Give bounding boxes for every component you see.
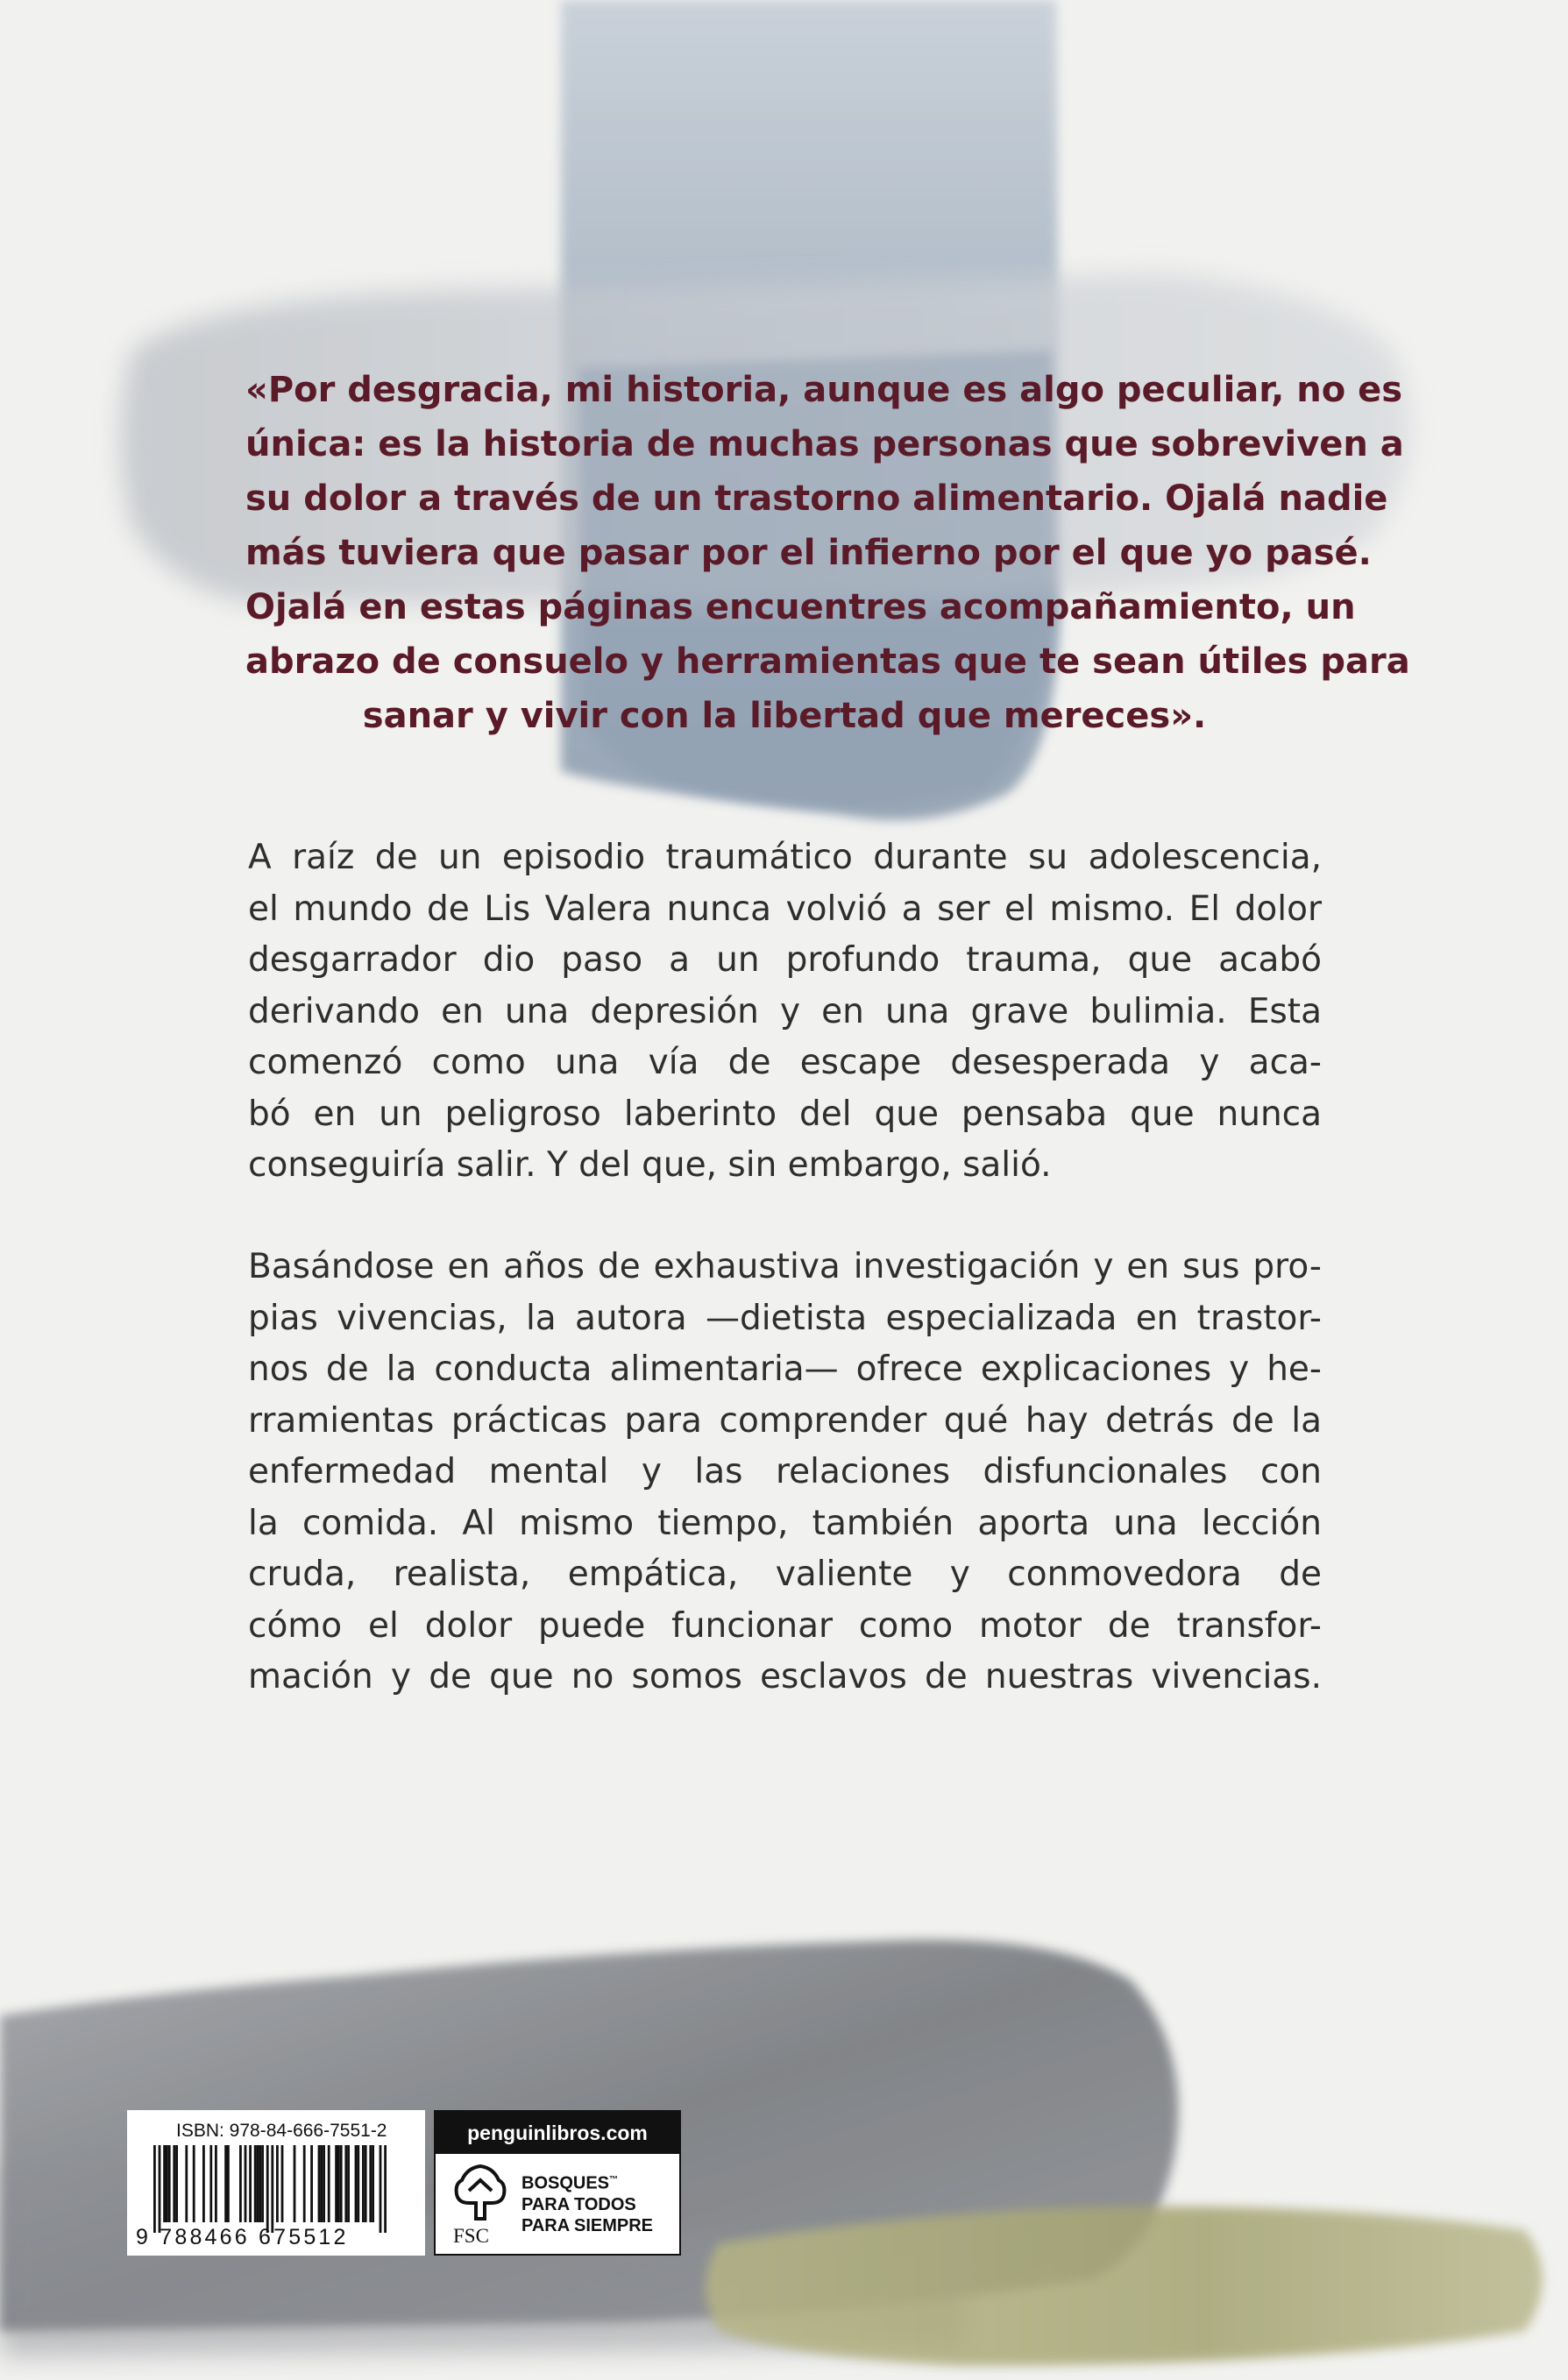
- barcode-bar: [384, 2145, 387, 2233]
- green-wash-shape: [706, 2206, 1543, 2366]
- publisher-box: [434, 2110, 681, 2256]
- fsc-label: FSC: [453, 2225, 489, 2247]
- barcode-bar: [224, 2145, 227, 2222]
- barcode-bar: [249, 2145, 252, 2222]
- barcode-bar: [202, 2145, 205, 2222]
- barcode-bar: [320, 2145, 323, 2222]
- barcode-bar: [168, 2145, 171, 2222]
- fsc-tree-icon: [450, 2161, 511, 2224]
- barcode-bar: [276, 2145, 279, 2222]
- barcode-bar: [281, 2145, 284, 2222]
- text-line: derivando en una depresión y en una grave bulimia. Esta: [248, 991, 1322, 1031]
- text-line: cruda, realista, empática, valiente y conmovedora de: [248, 1555, 1322, 1594]
- text-line: pias vivencias, la autora —dietista especializada en trastor-: [248, 1298, 1322, 1338]
- text-line: la comida. Al mismo tiempo, también aporta una lección: [248, 1503, 1322, 1543]
- barcode-bar: [362, 2145, 365, 2222]
- pull-quote: [245, 363, 1410, 743]
- text-line: nos de la conducta alimentaria— ofrece explicaciones y he-: [248, 1349, 1322, 1389]
- barcode-bar: [303, 2145, 306, 2222]
- barcode-bar: [163, 2145, 166, 2222]
- text-line: A raíz de un episodio traumático durante su adolescencia,: [248, 838, 1322, 877]
- barcode-digits: 9 788466 675512: [136, 2225, 349, 2249]
- barcode-bar: [347, 2145, 350, 2222]
- barcode-bar: [193, 2145, 195, 2222]
- barcode-bar: [173, 2145, 175, 2222]
- barcode-bar: [153, 2145, 156, 2233]
- barcode-bar: [245, 2145, 247, 2222]
- barcode-bar: [310, 2145, 313, 2222]
- trademark-mark: ™: [609, 2175, 619, 2185]
- barcode-bar: [159, 2145, 161, 2233]
- barcode-bar: [239, 2145, 242, 2222]
- barcode-bar: [266, 2145, 269, 2233]
- barcode-bar: [215, 2145, 217, 2222]
- text-line: bó en un peligroso laberinto del que pensaba que nunca: [248, 1094, 1322, 1134]
- text-line: conseguiría salir. Y del que, sin embargo, salió.: [248, 1145, 1052, 1185]
- barcode-bar: [335, 2145, 337, 2222]
- fsc-slogan-word: BOSQUES: [521, 2173, 610, 2193]
- text-line: Basándose en años de exhaustiva investigación y en sus pro-: [248, 1247, 1322, 1286]
- barcode-bar: [209, 2145, 212, 2222]
- barcode-bar: [271, 2145, 273, 2233]
- synopsis-paragraph-1: [248, 832, 1322, 1192]
- isbn-label: ISBN: 978-84-666-7551-2: [176, 2121, 387, 2141]
- fsc-slogan-line: [521, 2170, 653, 2194]
- publisher-website: penguinlibros.com: [436, 2112, 679, 2154]
- barcode-bar: [323, 2145, 325, 2222]
- text-line: desgarrador dio paso a un profundo trauma, que acabó: [248, 940, 1322, 980]
- barcode-bar: [166, 2145, 168, 2222]
- barcode-bar: [372, 2145, 374, 2222]
- barcode-bar: [344, 2145, 347, 2222]
- barcode-bar: [318, 2145, 321, 2222]
- text-line: comenzó como una vía de escape desesperada y aca-: [248, 1043, 1322, 1082]
- barcode-bar: [369, 2145, 372, 2222]
- text-line: enfermedad mental y las relaciones disfuncionales con: [248, 1452, 1322, 1491]
- isbn-barcode: [127, 2110, 425, 2256]
- text-line: cómo el dolor puede funcionar como motor de transfor-: [248, 1605, 1322, 1646]
- barcode-bar: [257, 2145, 259, 2222]
- fsc-slogan-line: PARA TODOS: [521, 2194, 636, 2214]
- fsc-slogan-line: PARA SIEMPRE: [521, 2215, 654, 2235]
- barcode-bar: [337, 2145, 340, 2222]
- barcode-bar: [185, 2145, 188, 2222]
- text-line: el mundo de Lis Valera nunca volvió a ser el mismo. El dolor: [248, 889, 1322, 929]
- quote-line: única: es la historia de muchas personas que sobreviven a: [245, 424, 1404, 464]
- synopsis-paragraph-2: [248, 1242, 1322, 1704]
- quote-line: su dolor a través de un trastorno alimentario. Ojalá nadie: [245, 478, 1388, 519]
- barcode-bar: [254, 2145, 257, 2222]
- quote-line: sanar y vivir con la libertad que mereces».: [362, 696, 1207, 736]
- fsc-slogan: [521, 2170, 653, 2236]
- quote-line: «Por desgracia, mi historia, aunque es algo peculiar, no es: [245, 370, 1403, 410]
- barcode-bar: [355, 2145, 358, 2222]
- barcode-bar: [328, 2145, 330, 2222]
- barcode-bar: [175, 2145, 178, 2222]
- barcode-bar: [227, 2145, 230, 2222]
- quote-line: Ojalá en estas páginas encuentres acompañamiento, un: [245, 587, 1356, 627]
- barcode-bar: [294, 2145, 296, 2222]
- barcode-bar: [380, 2145, 382, 2233]
- barcode-bar: [259, 2145, 261, 2222]
- barcode-bar: [357, 2145, 359, 2222]
- quote-line: más tuviera que pasar por el infierno por el que yo pasé.: [245, 533, 1372, 573]
- text-line: mación y de que no somos esclavos de nuestras vivencias.: [248, 1657, 1322, 1696]
- barcode-bar: [261, 2145, 264, 2222]
- barcode-bar: [340, 2145, 343, 2222]
- barcode-bar: [365, 2145, 367, 2222]
- text-line: rramientas prácticas para comprender qué hay detrás de la: [248, 1400, 1322, 1441]
- quote-line: abrazo de consuelo y herramientas que te sean útiles para: [245, 641, 1410, 682]
